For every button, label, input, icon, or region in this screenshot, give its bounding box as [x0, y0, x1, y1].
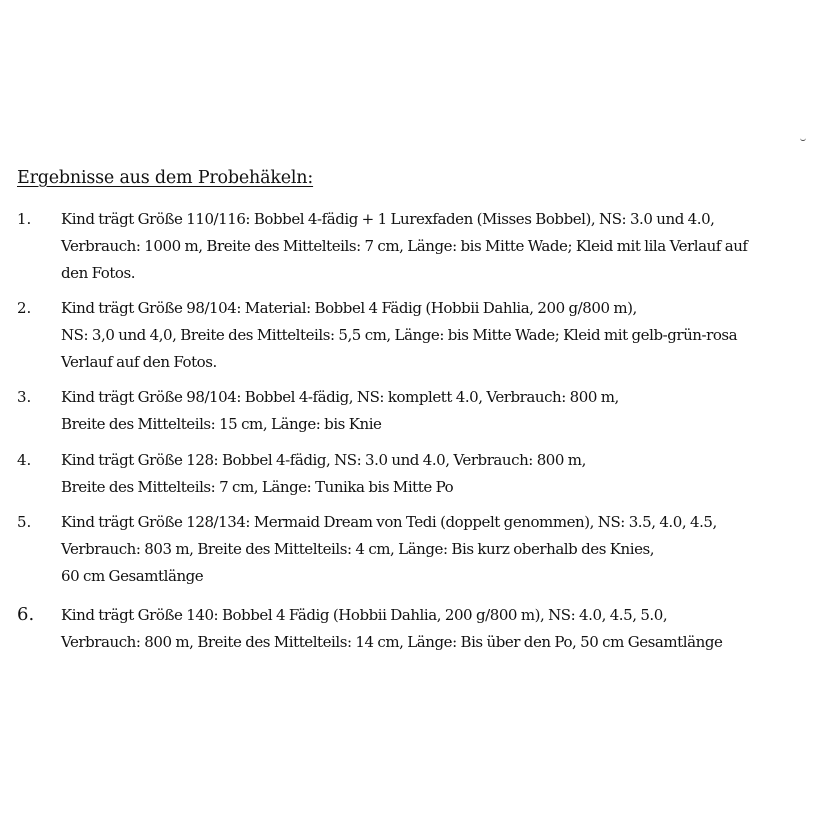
item-number: 5. — [17, 513, 32, 531]
result-item — [17, 447, 807, 501]
item-line: Kind trägt Größe 110/116: Bobbel 4-fädig + 1 Lurexfaden (Misses Bobbel), NS: 3.0 und 4.0, — [61, 210, 715, 228]
item-text — [61, 602, 807, 656]
item-text — [61, 384, 807, 438]
result-item — [17, 206, 807, 287]
item-text — [61, 295, 807, 376]
item-text — [61, 509, 807, 590]
item-number: 6. — [17, 604, 35, 625]
item-number: 3. — [17, 388, 32, 406]
item-line: Kind trägt Größe 98/104: Material: Bobbel 4 Fädig (Hobbii Dahlia, 200 g/800 m), — [61, 299, 637, 317]
item-line: Breite des Mittelteils: 15 cm, Länge: bis Knie — [61, 415, 382, 433]
stray-mark — [800, 136, 806, 141]
result-item — [17, 509, 807, 590]
item-text — [61, 447, 807, 501]
section-heading: Ergebnisse aus dem Probehäkeln: — [17, 168, 314, 188]
item-number: 4. — [17, 451, 32, 469]
item-line: NS: 3,0 und 4,0, Breite des Mittelteils: 5,5 cm, Länge: bis Mitte Wade; Kleid mit gelb-grün-rosa — [61, 326, 738, 344]
item-line: Kind trägt Größe 128: Bobbel 4-fädig, NS: 3.0 und 4.0, Verbrauch: 800 m, — [61, 451, 586, 469]
results-list — [17, 206, 807, 664]
item-line: Kind trägt Größe 98/104: Bobbel 4-fädig, NS: komplett 4.0, Verbrauch: 800 m, — [61, 388, 619, 406]
item-line: 60 cm Gesamtlänge — [61, 567, 204, 585]
item-line: Verbrauch: 800 m, Breite des Mittelteils: 14 cm, Länge: Bis über den Po, 50 cm Gesamtlänge — [61, 633, 723, 651]
item-text — [61, 206, 807, 287]
result-item — [17, 295, 807, 376]
item-number: 2. — [17, 299, 32, 317]
item-line: Verbrauch: 1000 m, Breite des Mittelteils: 7 cm, Länge: bis Mitte Wade; Kleid mit lila Verlauf auf — [61, 237, 748, 255]
item-line: Verbrauch: 803 m, Breite des Mittelteils: 4 cm, Länge: Bis kurz oberhalb des Knies, — [61, 540, 655, 558]
result-item — [17, 602, 807, 656]
item-line: den Fotos. — [61, 264, 136, 282]
item-line: Breite des Mittelteils: 7 cm, Länge: Tunika bis Mitte Po — [61, 478, 454, 496]
item-line: Kind trägt Größe 140: Bobbel 4 Fädig (Hobbii Dahlia, 200 g/800 m), NS: 4.0, 4.5, 5.0, — [61, 606, 668, 624]
result-item — [17, 384, 807, 438]
item-line: Kind trägt Größe 128/134: Mermaid Dream von Tedi (doppelt genommen), NS: 3.5, 4.0, 4.5, — [61, 513, 717, 531]
item-line: Verlauf auf den Fotos. — [61, 353, 217, 371]
item-number: 1. — [17, 210, 32, 228]
